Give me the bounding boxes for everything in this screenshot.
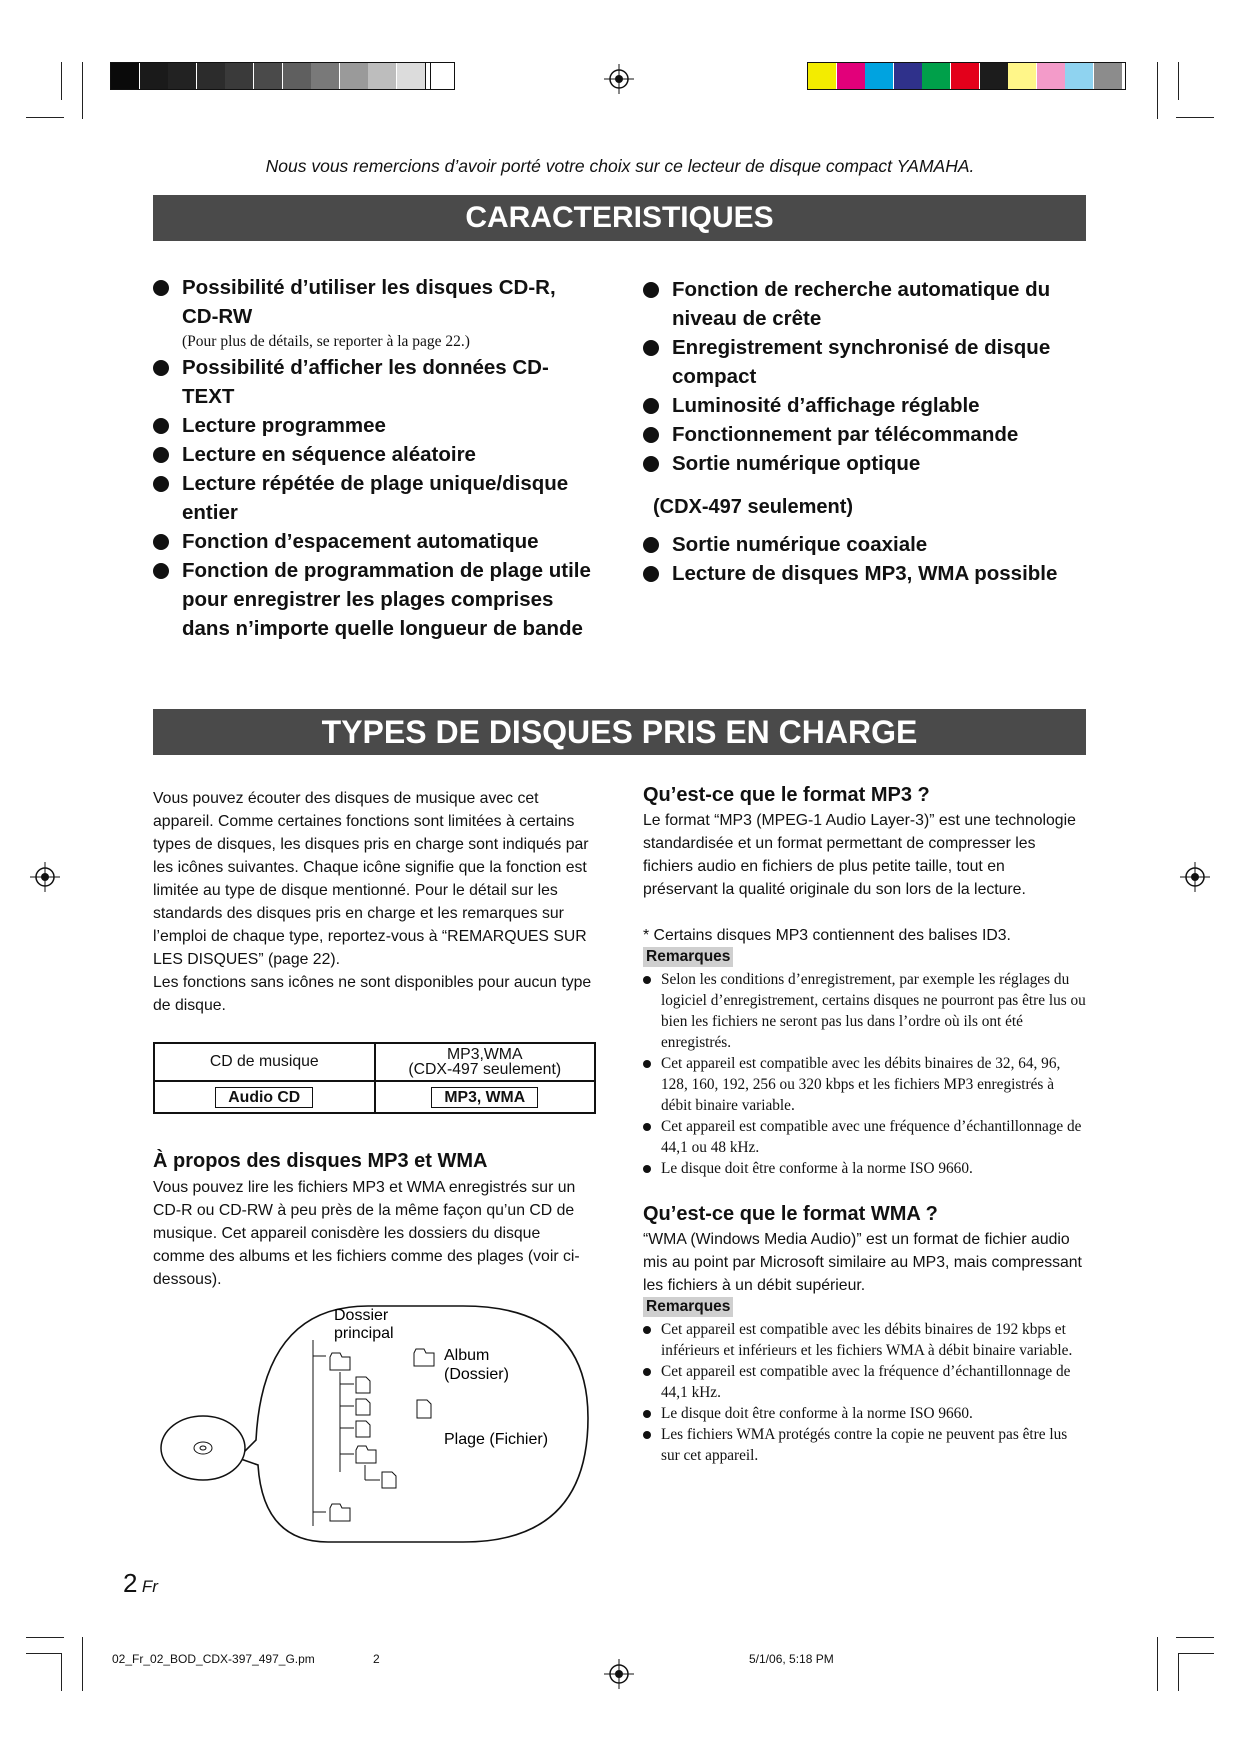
section-title-features: CARACTERISTIQUES bbox=[153, 195, 1086, 241]
wma-remarks-label: Remarques bbox=[643, 1297, 733, 1317]
feature-item: Fonction d’espacement automatique bbox=[153, 527, 593, 556]
remark-item: Le disque doit être conforme à la norme ISO 9660. bbox=[643, 1403, 1088, 1424]
page-number: 2 Fr bbox=[123, 1568, 158, 1598]
registration-mark-icon bbox=[1180, 862, 1210, 892]
remark-item: Selon les conditions d’enregistrement, par exemple les réglages du logiciel d’enregistrement, certains disques ne pourront pas être lus ou bien les fichiers ne seront pas lus dans l’ordre où ils ont été enregistrés. bbox=[643, 969, 1088, 1053]
mp3-footnote: * Certains disques MP3 contiennent des balises ID3. bbox=[643, 927, 1011, 944]
footer-page: 2 bbox=[373, 1652, 380, 1666]
section-title-disc-types: TYPES DE DISQUES PRIS EN CHARGE bbox=[153, 709, 1086, 755]
diagram-root-label: Dossier bbox=[334, 1307, 389, 1324]
disc-icon bbox=[161, 1416, 245, 1480]
feature-item: Possibilité d’afficher les données CD-TEXT bbox=[153, 353, 593, 411]
wma-remarks-list bbox=[643, 1319, 1088, 1466]
features-list-left bbox=[153, 273, 593, 643]
feature-item: Fonction de recherche automatique du niveau de crête bbox=[643, 275, 1083, 333]
footer-date: 5/1/06, 5:18 PM bbox=[749, 1652, 834, 1666]
remark-item: Cet appareil est compatible avec les débits binaires de 192 kbps et inférieurs et inférieurs et les fichiers WMA à débit binaire variable. bbox=[643, 1319, 1088, 1361]
mp3wma-paragraph: Vous pouvez lire les fichiers MP3 et WMA enregistrés sur un CD-R ou CD-RW à peu près de la même façon qu’un CD de musique. Cet appareil conisdère les dossiers du disque comme des albums et les fichiers comme des plages (voir ci-dessous). bbox=[153, 1179, 580, 1288]
feature-item: Sortie numérique coaxiale bbox=[643, 530, 1083, 559]
feature-item: Lecture en séquence aléatoire bbox=[153, 440, 593, 469]
disc-type-label: MP3,WMA (CDX-497 seulement) bbox=[375, 1043, 596, 1081]
diagram-track-label: Plage (Fichier) bbox=[444, 1431, 549, 1448]
cdx497-heading: (CDX-497 seulement) bbox=[653, 496, 854, 518]
mp3-remarks-list bbox=[643, 969, 1088, 1179]
remark-item: Cet appareil est compatible avec une fréquence d’échantillonnage de 44,1 ou 48 kHz. bbox=[643, 1116, 1088, 1158]
feature-item: Enregistrement synchronisé de disque compact bbox=[643, 333, 1083, 391]
diagram-album-label: Album bbox=[444, 1347, 490, 1364]
registration-mark-icon bbox=[30, 862, 60, 892]
feature-item: Possibilité d’utiliser les disques CD-R, CD-RW (Pour plus de détails, se reporter à la page 22.) bbox=[153, 273, 593, 353]
audio-cd-icon: Audio CD bbox=[215, 1087, 313, 1108]
feature-note: (Pour plus de détails, se reporter à la page 22.) bbox=[182, 333, 470, 350]
file-icon bbox=[356, 1377, 370, 1393]
file-icon bbox=[356, 1421, 370, 1437]
feature-item: Luminosité d’affichage réglable bbox=[643, 391, 1083, 420]
feature-item: Lecture programmee bbox=[153, 411, 593, 440]
mp3-remarks-label: Remarques bbox=[643, 947, 733, 967]
tagline: Nous vous remercions d’avoir porté votre choix sur ce lecteur de disque compact YAMAHA. bbox=[265, 156, 975, 176]
features-list-cdx497 bbox=[643, 530, 1083, 588]
feature-item: Fonction de programmation de plage utile pour enregistrer les plages comprises dans n’importe quelle longueur de bande bbox=[153, 556, 593, 643]
footer-filename: 02_Fr_02_BOD_CDX-397_497_G.pm bbox=[112, 1652, 315, 1666]
remark-item: Les fichiers WMA protégés contre la copie ne peuvent pas être lus sur cet appareil. bbox=[643, 1424, 1088, 1466]
legend-file-icon bbox=[417, 1400, 431, 1418]
feature-item: Lecture répétée de plage unique/disque entier bbox=[153, 469, 593, 527]
intro-paragraph: Vous pouvez écouter des disques de musique avec cet appareil. Comme certaines fonctions sont limitées à certains types de disques, les disques pris en charge sont indiqués par les icônes suivantes. Chaque icône signifie que la fonction est limitée au type de disque mentionné. Pour le détail sur les standards des disques pris en charge et les remarques sur l’emploi de chaque type, reportez-vous à “REMARQUES SUR LES DISQUES” (page 22). Les fonctions sans icônes ne sont disponibles pour aucun type de disque. bbox=[153, 790, 592, 1014]
feature-item: Sortie numérique optique bbox=[643, 449, 1083, 478]
registration-mark-icon bbox=[604, 1659, 634, 1689]
features-list-right bbox=[643, 275, 1083, 478]
folder-structure-diagram bbox=[158, 1300, 603, 1545]
diagram-album-label: (Dossier) bbox=[444, 1366, 509, 1383]
mp3-paragraph: Le format “MP3 (MPEG-1 Audio Layer-3)” est une technologie standardisée et un format permettant de compresser les fichiers audio en fichiers de plus petite taille, tout en préservant la qualité originale du son lors de la lecture. bbox=[643, 812, 1076, 898]
feature-item: Fonctionnement par télécommande bbox=[643, 420, 1083, 449]
remark-item: Cet appareil est compatible avec la fréquence d’échantillonnage de 44,1 kHz. bbox=[643, 1361, 1088, 1403]
remark-item: Le disque doit être conforme à la norme ISO 9660. bbox=[643, 1158, 1088, 1179]
mp3-heading: Qu’est-ce que le format MP3 ? bbox=[643, 784, 930, 806]
feature-item: Lecture de disques MP3, WMA possible bbox=[643, 559, 1083, 588]
file-icon bbox=[356, 1399, 370, 1415]
diagram-root-label: principal bbox=[334, 1325, 394, 1342]
remark-item: Cet appareil est compatible avec les débits binaires de 32, 64, 96, 128, 160, 192, 256 ou 320 kbps et les fichiers MP3 enregistrés à débit binaire variable. bbox=[643, 1053, 1088, 1116]
file-icon bbox=[382, 1472, 396, 1488]
disc-type-table bbox=[153, 1042, 596, 1114]
wma-paragraph: “WMA (Windows Media Audio)” est un format de fichier audio mis au point par Microsoft similaire au MP3, mais compressant les fichiers à un débit supérieur. bbox=[643, 1231, 1082, 1294]
registration-mark-icon bbox=[604, 64, 634, 94]
disc-type-label: CD de musique bbox=[154, 1043, 375, 1081]
mp3-wma-icon: MP3, WMA bbox=[431, 1087, 538, 1108]
mp3wma-heading: À propos des disques MP3 et WMA bbox=[153, 1150, 488, 1172]
wma-heading: Qu’est-ce que le format WMA ? bbox=[643, 1203, 938, 1225]
